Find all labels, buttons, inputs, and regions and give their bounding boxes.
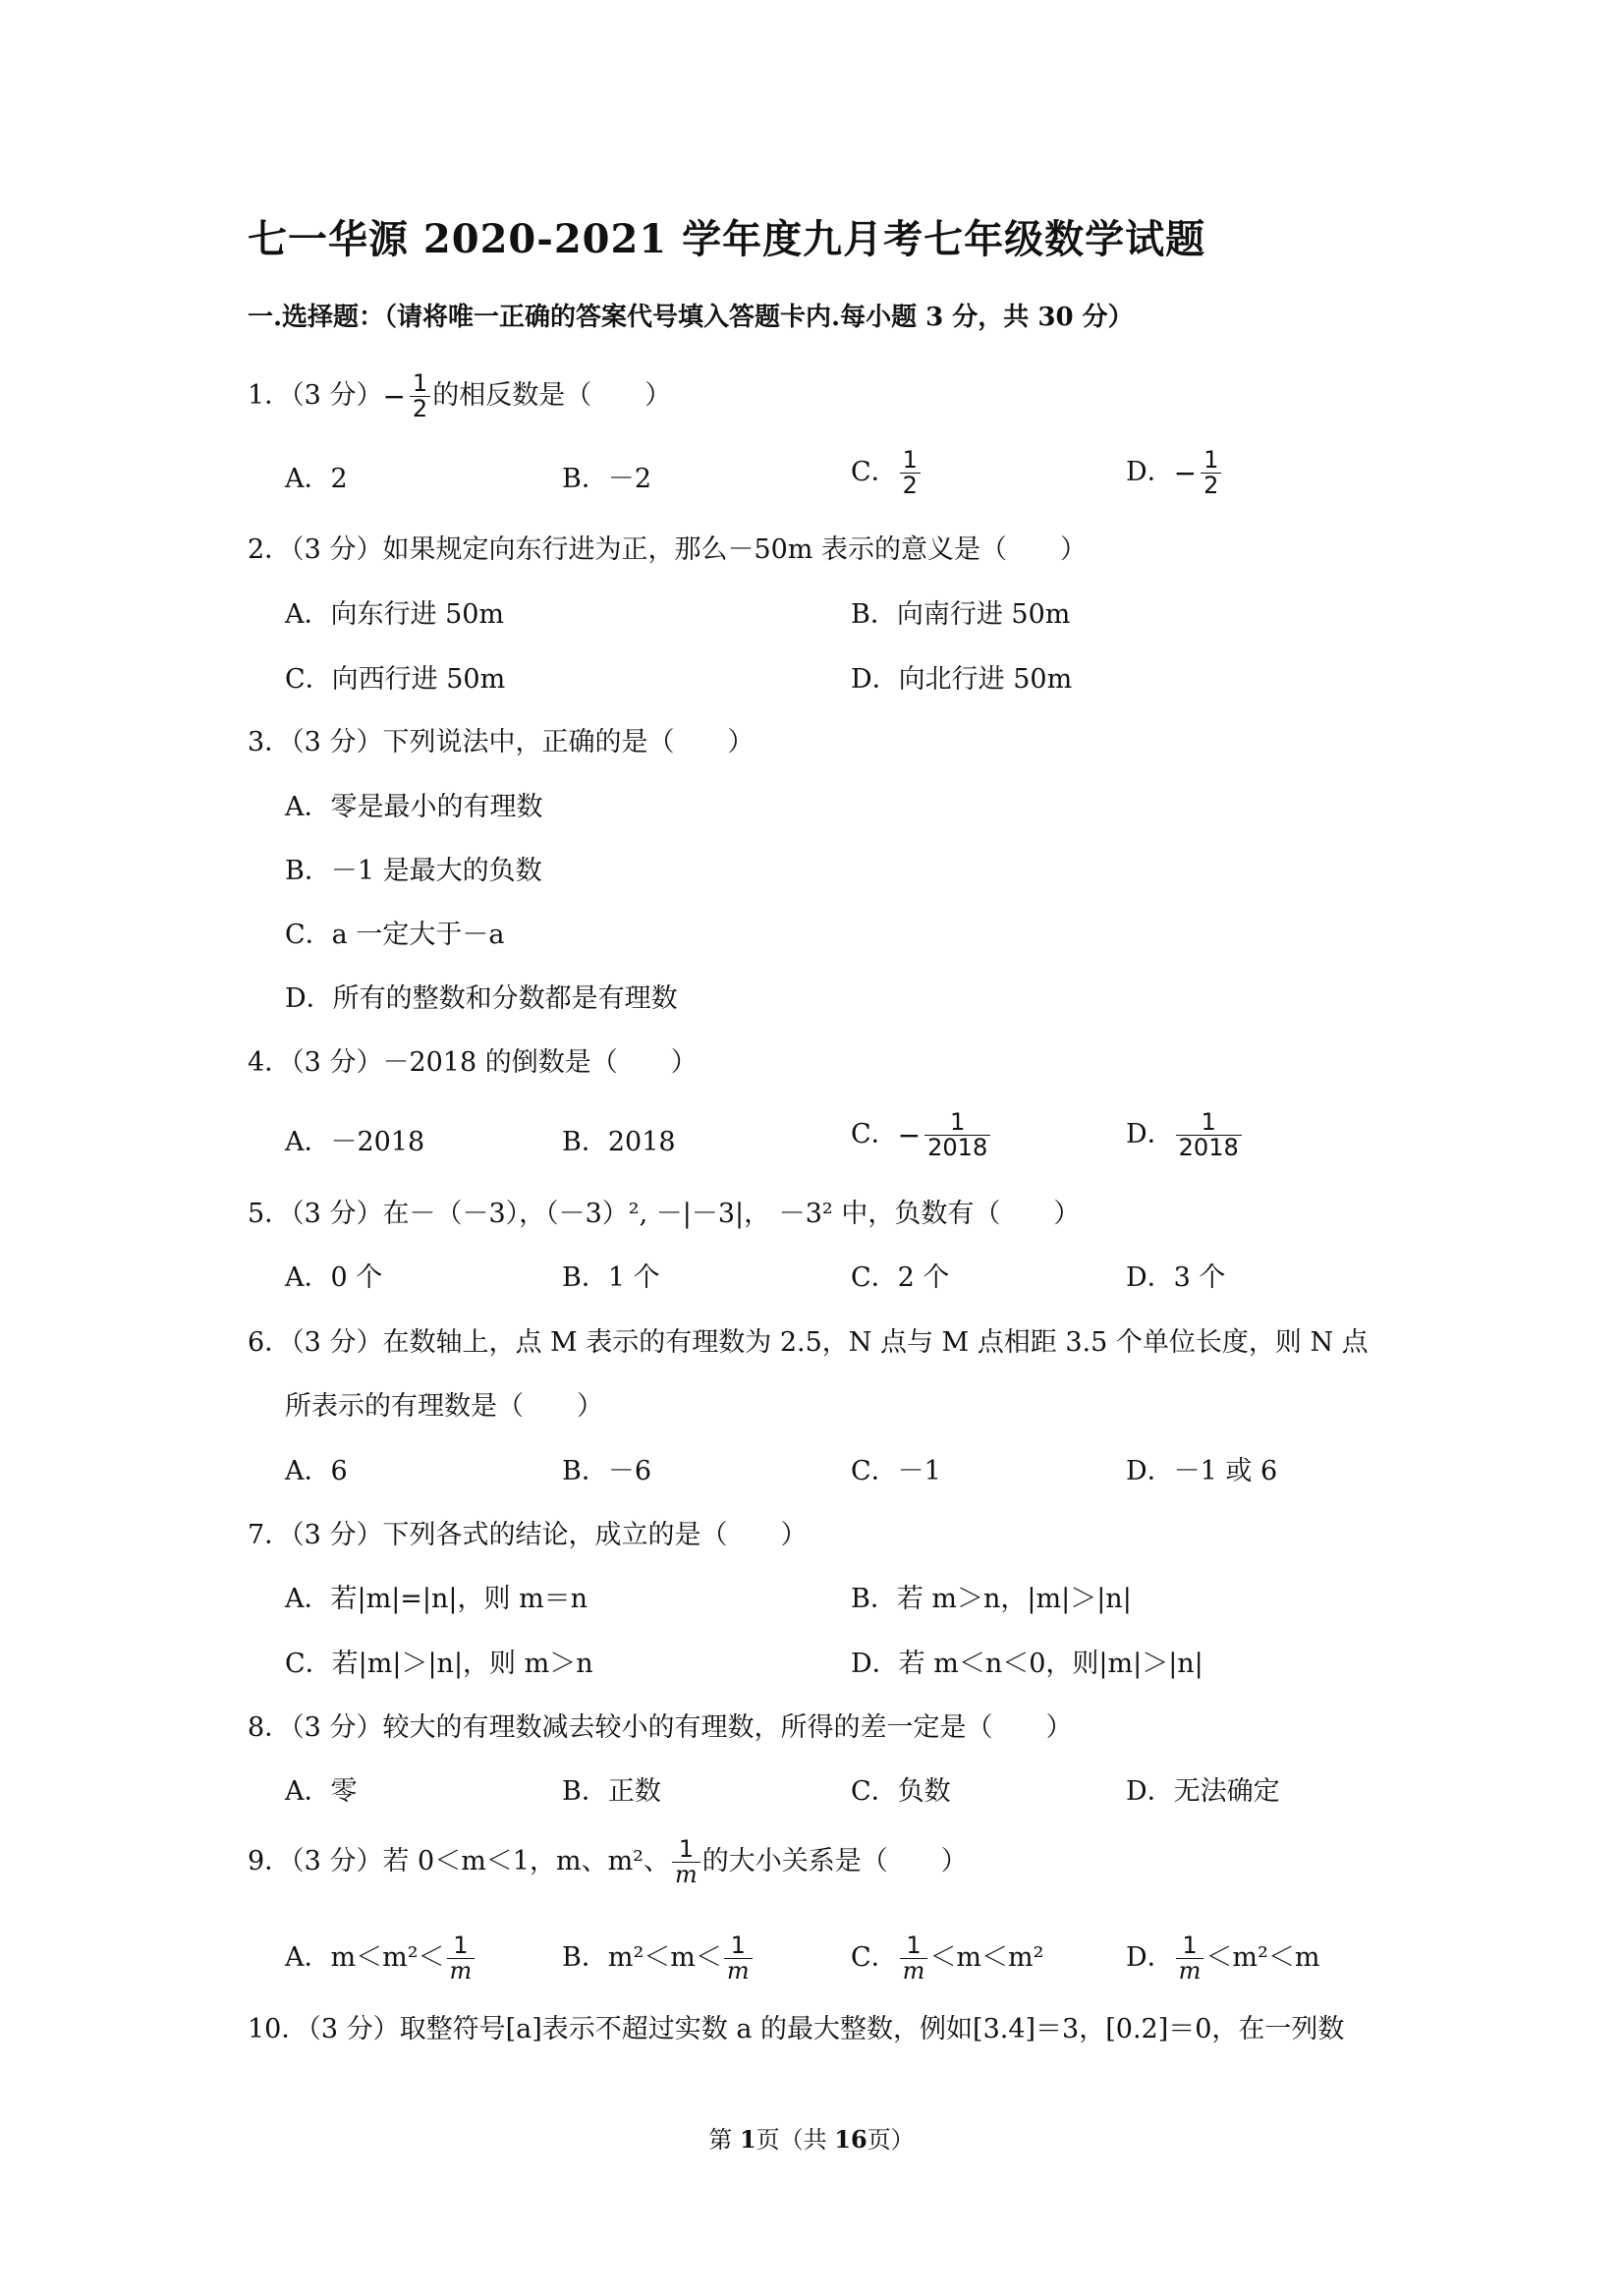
q3-option-a: A．零是最小的有理数 bbox=[285, 792, 543, 822]
q9-option-c: C． $\frac{1}{m}$ ＜m＜m² bbox=[851, 1932, 1044, 1986]
q3-option-b: B．－1 是最大的负数 bbox=[285, 856, 542, 886]
q7-option-c: C．若|m|＞|n|，则 m＞n bbox=[285, 1649, 593, 1679]
page-total: 16 bbox=[834, 2125, 867, 2154]
q1-option-d: D．− $\frac{1}{2}$ bbox=[1126, 448, 1223, 498]
q8-option-d: D．无法确定 bbox=[1126, 1776, 1280, 1807]
q2-option-b: B．向南行进 50m bbox=[851, 599, 1071, 630]
q8-option-b: B．正数 bbox=[562, 1776, 661, 1807]
question-2-stem: 2．（3 分）如果规定向东行进为正，那么－50m 表示的意义是（ ） bbox=[248, 534, 1087, 565]
question-3-stem: 3．（3 分）下列说法中，正确的是（ ） bbox=[248, 727, 755, 757]
question-6-stem-line2: 所表示的有理数是（ ） bbox=[285, 1391, 603, 1422]
section-heading: 一.选择题：（请将唯一正确的答案代号填入答题卡内.每小题 3 分，共 30 分） bbox=[248, 303, 1134, 332]
q5-option-c: C．2 个 bbox=[851, 1262, 950, 1293]
q9-option-a: A．m＜m²＜ $\frac{1}{m}$ bbox=[285, 1933, 476, 1984]
q5-option-b: B．1 个 bbox=[562, 1262, 660, 1293]
q5-option-d: D．3 个 bbox=[1126, 1262, 1226, 1293]
page-number: 1 bbox=[739, 2125, 756, 2154]
q6-option-a: A．6 bbox=[285, 1456, 348, 1486]
q7-option-b: B．若 m＞n，|m|＞|n| bbox=[851, 1584, 1132, 1614]
q1-option-b: B．－2 bbox=[562, 464, 652, 494]
q1-option-c: C． $\frac{1}{2}$ bbox=[851, 448, 923, 498]
q8-option-a: A．零 bbox=[285, 1776, 358, 1807]
question-6-stem-line1: 6．（3 分）在数轴上，点 M 表示的有理数为 2.5，N 点与 M 点相距 3.5 个单位长度，则 N 点 bbox=[248, 1327, 1369, 1358]
q4-option-b: B．2018 bbox=[562, 1127, 676, 1157]
question-10-stem: 10．（3 分）取整符号[a]表示不超过实数 a 的最大整数，例如[3.4]＝3，[0.2]＝0，在一列数 bbox=[248, 2014, 1345, 2044]
q6-option-c: C．－1 bbox=[851, 1456, 941, 1486]
q7-option-d: D．若 m＜n＜0，则|m|＞|n| bbox=[851, 1649, 1203, 1679]
question-9-stem: 9．（3 分）若 0＜m＜1，m、m²、 $\frac{1}{m}$ 的大小关系是（ ） bbox=[248, 1835, 968, 1889]
q4-option-d: D． $\frac{1}{2018}$ bbox=[1126, 1110, 1244, 1160]
q2-option-d: D．向北行进 50m bbox=[851, 664, 1073, 695]
question-5-stem: 5．（3 分）在－（－3），（－3）², －|－3|， －3² 中，负数有（ ） bbox=[248, 1199, 1081, 1229]
question-8-stem: 8．（3 分）较大的有理数减去较小的有理数，所得的差一定是（ ） bbox=[248, 1712, 1073, 1743]
q1-option-a: A．2 bbox=[285, 464, 348, 494]
q2-option-a: A．向东行进 50m bbox=[285, 599, 505, 630]
q5-option-a: A．0 个 bbox=[285, 1262, 383, 1293]
fraction: $\frac{1}{2}$ bbox=[410, 371, 430, 421]
question-4-stem: 4．（3 分）－2018 的倒数是（ ） bbox=[248, 1047, 698, 1078]
q3-option-c: C．a 一定大于－a bbox=[285, 920, 505, 950]
q4-option-a: A．－2018 bbox=[285, 1127, 425, 1157]
question-1-stem: 1．（3 分）− $\frac{1}{2}$ 的相反数是（ ） bbox=[248, 369, 672, 423]
page-footer: 第 1页（共 16页） bbox=[708, 2125, 915, 2154]
q2-option-c: C．向西行进 50m bbox=[285, 664, 506, 695]
question-7-stem: 7．（3 分）下列各式的结论，成立的是（ ） bbox=[248, 1520, 808, 1550]
q9-option-b: B．m²＜m＜ $\frac{1}{m}$ bbox=[562, 1933, 755, 1984]
q8-option-c: C．负数 bbox=[851, 1776, 951, 1807]
q9-option-d: D． $\frac{1}{m}$ ＜m²＜m bbox=[1126, 1932, 1320, 1986]
q4-option-c: C．− $\frac{1}{2018}$ bbox=[851, 1110, 992, 1160]
q6-option-b: B．－6 bbox=[562, 1456, 652, 1486]
q6-option-d: D．－1 或 6 bbox=[1126, 1456, 1278, 1486]
q3-option-d: D．所有的整数和分数都是有理数 bbox=[285, 983, 678, 1014]
page-title: 七一华源 2020-2021 学年度九月考七年级数学试题 bbox=[248, 216, 1206, 262]
q7-option-a: A．若|m|=|n|，则 m＝n bbox=[285, 1584, 588, 1614]
